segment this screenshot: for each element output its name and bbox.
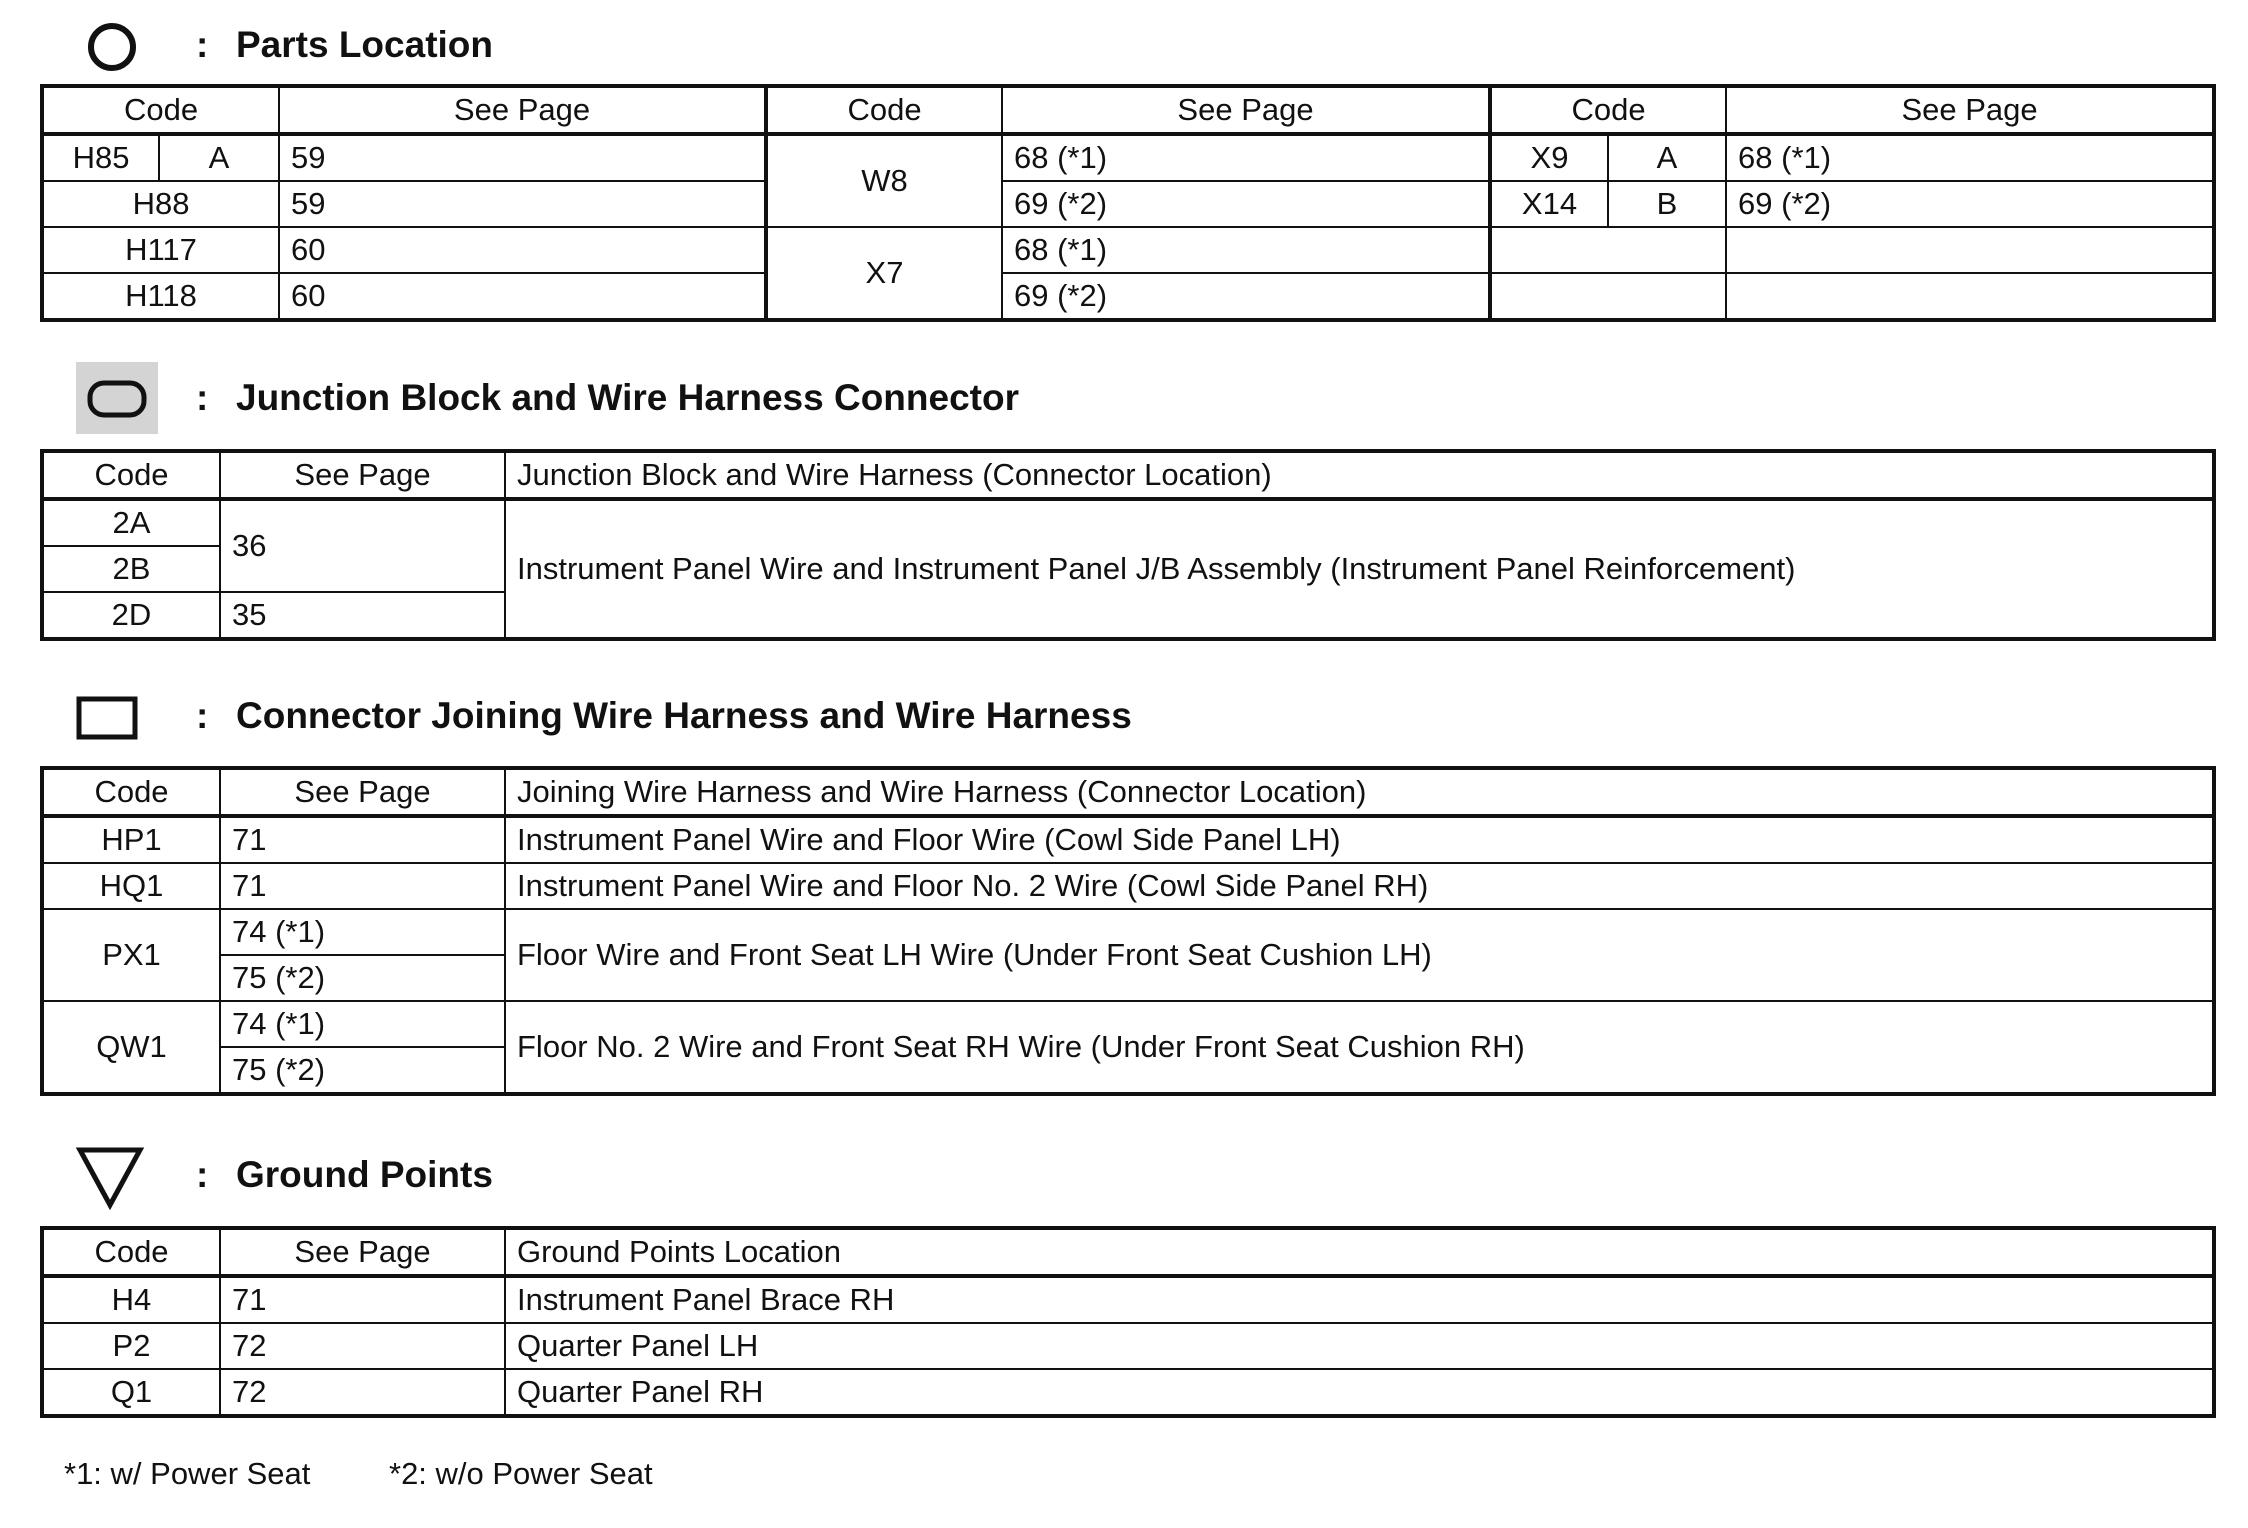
location-cell: Instrument Panel Wire and Instrument Panel J/B Assembly (Instrument Panel Reinforcement) (505, 499, 2214, 639)
header-see-page: See Page (220, 451, 505, 499)
header-see-page: See Page (220, 1228, 505, 1276)
page-cell: 59 (279, 134, 766, 181)
page-cell: 59 (279, 181, 766, 227)
page-cell: 71 (220, 863, 505, 909)
table-header-row (42, 86, 2214, 134)
page-cell: 69 (*2) (1726, 181, 2214, 227)
table-header-row (42, 451, 2214, 499)
code-sub-cell: A (1608, 134, 1726, 181)
code-cell: HQ1 (42, 863, 220, 909)
page-cell: 75 (*2) (220, 955, 505, 1001)
page-cell: 71 (220, 1276, 505, 1323)
header-code: Code (42, 451, 220, 499)
code-cell: 2A (42, 499, 220, 546)
code-cell: Q1 (42, 1369, 220, 1416)
header-code: Code (42, 86, 279, 134)
table-row (42, 816, 2214, 863)
table-row (42, 909, 2214, 955)
code-cell: X9 (1490, 134, 1608, 181)
table-row (42, 499, 2214, 546)
footnote-2: *2: w/o Power Seat (389, 1456, 653, 1491)
section-colon: : (196, 24, 209, 65)
code-cell: H88 (42, 181, 279, 227)
location-cell: Quarter Panel RH (505, 1369, 2214, 1416)
code-sub-cell: B (1608, 181, 1726, 227)
code-sub-cell: A (159, 134, 279, 181)
page-cell: 75 (*2) (220, 1047, 505, 1094)
location-cell: Floor No. 2 Wire and Front Seat RH Wire (Under Front Seat Cushion RH) (505, 1001, 2214, 1094)
code-cell: 2D (42, 592, 220, 639)
footnotes (64, 1456, 1064, 1506)
table-row (42, 863, 2214, 909)
page-cell: 36 (220, 499, 505, 592)
table-row (42, 273, 2214, 320)
footnote-1: *1: w/ Power Seat (64, 1456, 311, 1491)
parts-location-table (40, 84, 2216, 322)
section-title: Parts Location (236, 24, 493, 65)
section-colon: : (196, 1154, 209, 1195)
header-code: Code (42, 768, 220, 816)
header-location: Joining Wire Harness and Wire Harness (Connector Location) (505, 768, 2214, 816)
header-location: Ground Points Location (505, 1228, 2214, 1276)
header-code: Code (766, 86, 1002, 134)
page-cell: 69 (*2) (1002, 273, 1490, 320)
empty-cell (1726, 273, 2214, 320)
circle-icon (86, 21, 138, 73)
page-cell: 68 (*1) (1002, 134, 1490, 181)
page-cell: 69 (*2) (1002, 181, 1490, 227)
section-colon: : (196, 377, 209, 418)
header-see-page: See Page (279, 86, 766, 134)
code-cell: 2B (42, 546, 220, 592)
connector-joining-table (40, 766, 2216, 1096)
page-cell: 35 (220, 592, 505, 639)
page-cell: 68 (*1) (1726, 134, 2214, 181)
section-parts-location (0, 5, 1600, 85)
table-row (42, 1276, 2214, 1323)
header-location: Junction Block and Wire Harness (Connector Location) (505, 451, 2214, 499)
code-cell: H118 (42, 273, 279, 320)
code-cell: HP1 (42, 816, 220, 863)
table-row (42, 134, 2214, 181)
code-cell: W8 (766, 134, 1002, 227)
triangle-down-icon (74, 1145, 146, 1211)
table-row (42, 181, 2214, 227)
table-row (42, 1001, 2214, 1047)
section-title: Ground Points (236, 1154, 493, 1195)
code-cell: X7 (766, 227, 1002, 320)
code-cell: PX1 (42, 909, 220, 1001)
code-cell: H4 (42, 1276, 220, 1323)
code-cell: H117 (42, 227, 279, 273)
section-junction-block (0, 358, 1600, 438)
section-title: Connector Joining Wire Harness and Wire Harness (236, 695, 1132, 736)
table-header-row (42, 768, 2214, 816)
page-cell: 74 (*1) (220, 1001, 505, 1047)
section-connector-joining (0, 676, 1600, 756)
code-cell: H85 (42, 134, 159, 181)
empty-cell (1490, 273, 1726, 320)
header-see-page: See Page (1002, 86, 1490, 134)
code-cell: QW1 (42, 1001, 220, 1094)
header-see-page: See Page (1726, 86, 2214, 134)
section-colon: : (196, 695, 209, 736)
junction-block-table (40, 449, 2216, 641)
code-cell: X14 (1490, 181, 1608, 227)
page-cell: 72 (220, 1369, 505, 1416)
section-ground-points (0, 1135, 1600, 1215)
page-cell: 60 (279, 273, 766, 320)
ground-points-table (40, 1226, 2216, 1418)
header-code: Code (1490, 86, 1726, 134)
header-code: Code (42, 1228, 220, 1276)
code-cell: P2 (42, 1323, 220, 1369)
page-cell: 68 (*1) (1002, 227, 1490, 273)
location-cell: Instrument Panel Wire and Floor No. 2 Wire (Cowl Side Panel RH) (505, 863, 2214, 909)
page-cell: 74 (*1) (220, 909, 505, 955)
page-cell: 60 (279, 227, 766, 273)
location-cell: Instrument Panel Wire and Floor Wire (Cowl Side Panel LH) (505, 816, 2214, 863)
table-row (42, 1323, 2214, 1369)
table-row (42, 1369, 2214, 1416)
location-cell: Quarter Panel LH (505, 1323, 2214, 1369)
empty-cell (1490, 227, 1726, 273)
location-cell: Floor Wire and Front Seat LH Wire (Under Front Seat Cushion LH) (505, 909, 2214, 1001)
table-row (42, 227, 2214, 273)
location-cell: Instrument Panel Brace RH (505, 1276, 2214, 1323)
rounded-rectangle-icon (76, 362, 158, 434)
page-cell: 71 (220, 816, 505, 863)
table-header-row (42, 1228, 2214, 1276)
empty-cell (1726, 227, 2214, 273)
rectangle-icon (76, 696, 138, 740)
header-see-page: See Page (220, 768, 505, 816)
section-title: Junction Block and Wire Harness Connector (236, 377, 1019, 418)
page-cell: 72 (220, 1323, 505, 1369)
